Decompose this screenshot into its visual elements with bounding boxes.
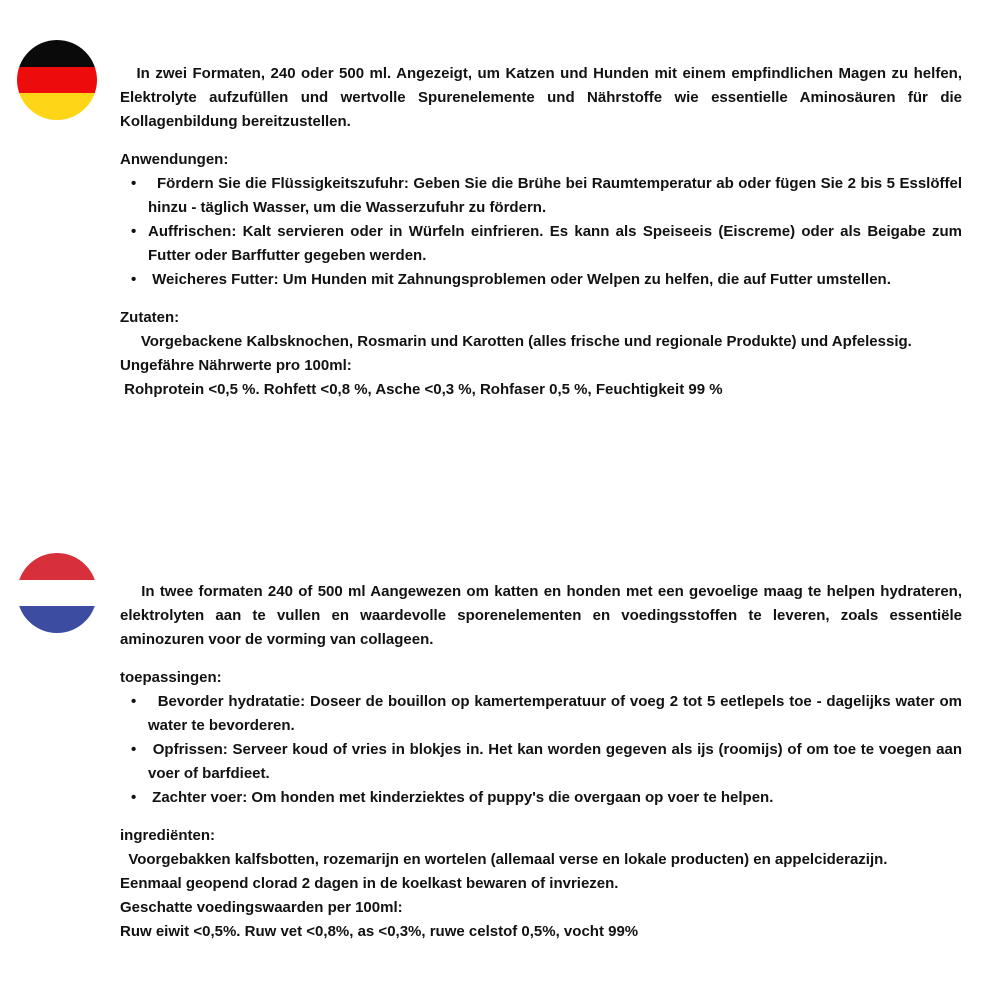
- list-item: [120, 690, 967, 738]
- list-item: [120, 786, 962, 810]
- german-applications-list: [120, 172, 967, 292]
- list-item: [120, 172, 967, 220]
- flag-stripe-red: [17, 67, 97, 94]
- bullet-icon: •: [131, 175, 137, 192]
- list-item-text: Auffrischen: Kalt servieren oder in Würfeln einfrieren. Es kann als Speiseeis (Eiscreme) oder als Beigabe zum Futter oder Barffutter gegeben werden.: [148, 223, 967, 264]
- flag-stripe-gold: [17, 93, 97, 120]
- text-line: Vorgebackene Kalbsknochen, Rosmarin und Karotten (alles frische und regionale Produkte) und Apfelessig.: [120, 333, 912, 350]
- dutch-flag-icon: [17, 553, 97, 633]
- flag-stripe-black: [17, 40, 97, 67]
- list-item-text: Zachter voer: Om honden met kinderziektes of puppy's die overgaan op voer te helpen.: [148, 789, 774, 806]
- flag-stripe-white: [17, 580, 97, 607]
- german-flag-icon: [17, 40, 97, 120]
- dutch-ingredients-heading: ingrediënten:: [120, 827, 216, 844]
- text-line: Voorgebakken kalfsbotten, rozemarijn en wortelen (allemaal verse en lokale producten) en appelciderazijn.: [120, 851, 888, 868]
- dutch-intro-paragraph: In twee formaten 240 of 500 ml Aangewezen om katten en honden met een gevoelige maag te helpen hydrateren, elektrolyten aan te vullen en waardevolle sporenelementen en voedingsstoffen te leveren, zoals essentiële aminozuren voor de vorming van collageen.: [120, 583, 967, 648]
- list-item: [120, 268, 962, 292]
- german-nutrition-values: Rohprotein <0,5 %. Rohfett <0,8 %, Asche <0,3 %, Rohfaser 0,5 %, Feuchtigkeit 99 %: [120, 381, 723, 398]
- dutch-applications-heading: toepassingen:: [120, 669, 222, 686]
- dutch-applications-list: [120, 690, 967, 810]
- german-ingredients-text: [120, 330, 962, 354]
- bullet-icon: •: [131, 271, 137, 288]
- text-line: Eenmaal geopend clorad 2 dagen in de koelkast bewaren of invriezen.: [120, 875, 619, 892]
- list-item: [120, 220, 967, 268]
- dutch-nutrition-values: Ruw eiwit <0,5%. Ruw vet <0,8%, as <0,3%, ruwe celstof 0,5%, vocht 99%: [120, 923, 639, 940]
- flag-stripe-blue: [17, 606, 97, 633]
- bullet-icon: •: [131, 789, 137, 806]
- dutch-nutrition-heading: Geschatte voedingswaarden per 100ml:: [120, 899, 403, 916]
- german-applications-heading: Anwendungen:: [120, 151, 229, 168]
- german-text-column: [120, 62, 967, 402]
- german-intro-paragraph: In zwei Formaten, 240 oder 500 ml. Angezeigt, um Katzen und Hunden mit einem empfindlichen Magen zu helfen, Elektrolyte aufzufüllen und wertvolle Spurenelemente und Nährstoffe wie essentielle Aminosäuren für die Kollagenbildung bereitzustellen.: [120, 65, 967, 130]
- list-item-text: Weicheres Futter: Um Hunden mit Zahnungsproblemen oder Welpen zu helfen, die auf Futter umstellen.: [148, 271, 891, 288]
- list-item-text: Opfrissen: Serveer koud of vries in blokjes in. Het kan worden gegeven als ijs (roomijs) of om toe te voegen aan voer of barfdieet.: [148, 741, 967, 782]
- flag-stripe-red: [17, 553, 97, 580]
- section-german: [0, 40, 1000, 402]
- bullet-icon: •: [131, 741, 137, 758]
- bullet-icon: •: [131, 693, 137, 710]
- german-ingredients-heading: Zutaten:: [120, 309, 180, 326]
- dutch-ingredients-text: [120, 848, 962, 896]
- bullet-icon: •: [131, 223, 137, 240]
- list-item-text: Fördern Sie die Flüssigkeitszufuhr: Geben Sie die Brühe bei Raumtemperatur ab oder fügen Sie 2 bis 5 Esslöffel hinzu - täglich Wasser, um die Wasserzufuhr zu fördern.: [148, 175, 967, 216]
- list-item: [120, 738, 967, 786]
- list-item-text: Bevorder hydratatie: Doseer de bouillon op kamertemperatuur of voeg 2 tot 5 eetlepels toe - dagelijks water om water te bevorderen.: [148, 693, 967, 734]
- section-dutch: [0, 553, 1000, 944]
- dutch-text-column: [120, 580, 967, 944]
- german-nutrition-heading: Ungefähre Nährwerte pro 100ml:: [120, 357, 352, 374]
